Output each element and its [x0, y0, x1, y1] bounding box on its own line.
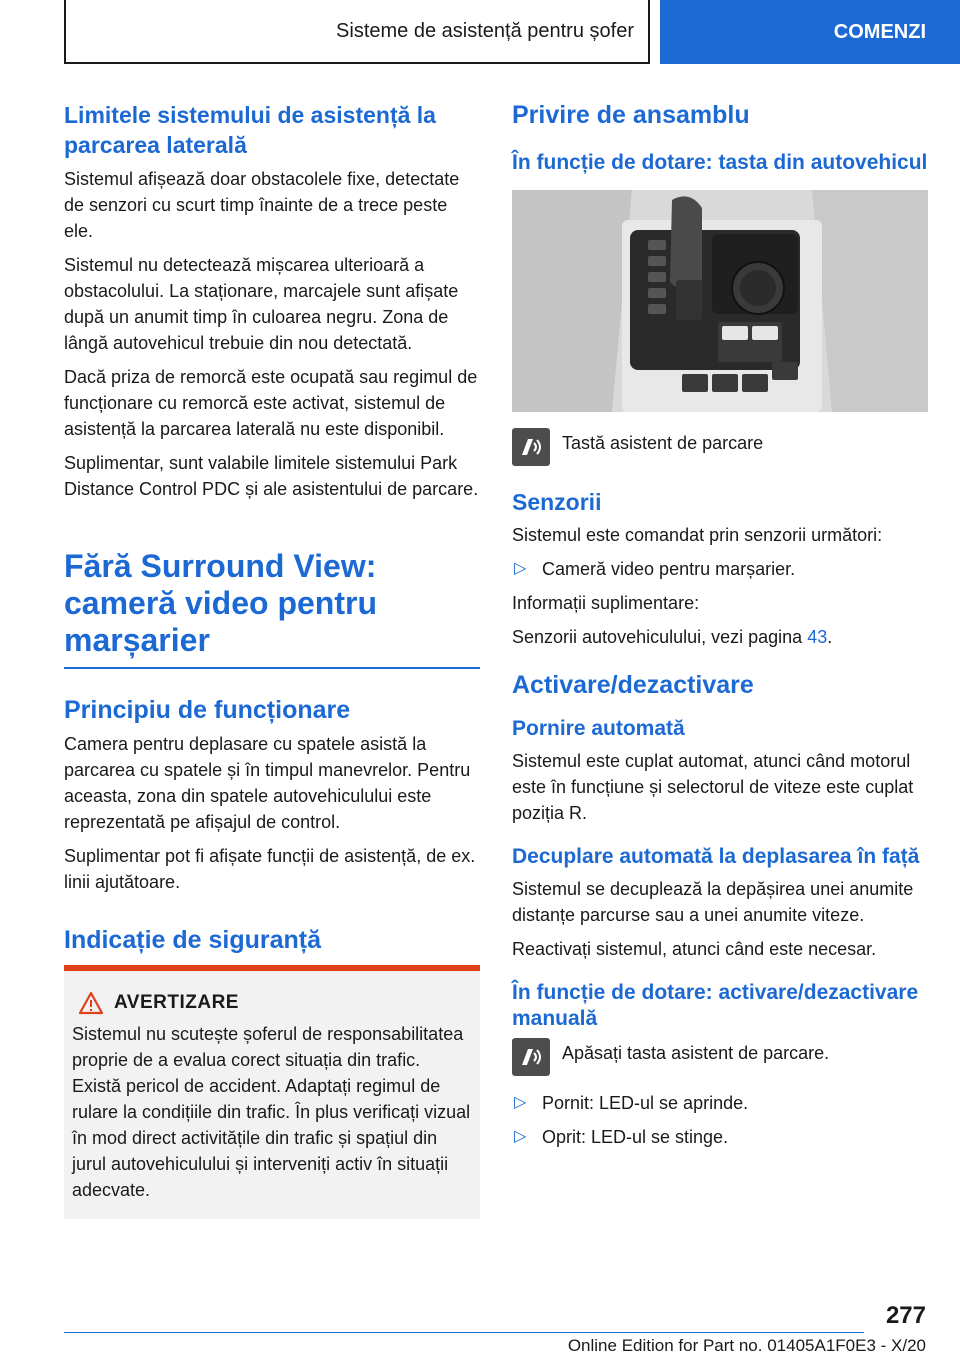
warning-triangle-icon — [78, 991, 104, 1015]
sensors-reference — [512, 624, 928, 650]
principle-heading: Principiu de funcționare — [64, 696, 351, 724]
manual-instruction: Apăsați tasta asistent de parcare. — [562, 1043, 830, 1063]
sensors-heading: Senzorii — [512, 489, 602, 515]
led-on-bullet — [512, 1090, 928, 1116]
header-section — [64, 0, 650, 64]
more-info-label: Informații suplimentare: — [512, 593, 700, 613]
sensors-bullet — [512, 556, 928, 582]
park-assist-icon — [512, 428, 550, 466]
sensors-reference-text: Senzorii autovehiculului, vezi pagina — [512, 627, 808, 647]
right-column — [512, 100, 928, 1158]
led-off-text: Oprit: LED-ul se stinge. — [542, 1127, 729, 1147]
header-section-label: Sisteme de asistență pentru șofer — [336, 19, 634, 42]
sensors-page-link[interactable]: 43 — [807, 627, 828, 647]
auto-off-heading: Decuplare automată la deplasarea în față — [512, 845, 920, 868]
limits-paragraph-4: Suplimentar, sunt valabile limitele sistemului Park Distance Control PDC și ale asistentului de parcare. — [64, 453, 479, 499]
header-tab-comenzi[interactable] — [660, 0, 960, 64]
warning-text: Sistemul nu scutește șoferul de responsabilitatea proprie de a evalua corect situația din trafic. Există pericol de accident. Adaptați regimul de rulare la condițiile din trafic. În plus verificați vizual în mod direct activitățile din trafic și spațiul din jurul autovehiculului și interveniți activ în situații adecvate. — [72, 1024, 471, 1200]
limits-paragraph-1: Sistemul afișează doar obstacolele fixe, detectate de senzori cu scurt timp înainte de a trece peste ele. — [64, 169, 460, 241]
led-on-text: Pornit: LED-ul se aprinde. — [542, 1093, 749, 1113]
principle-paragraph-1: Camera pentru deplasare cu spatele asistă la parcarea cu spatele și în timpul manevrelor. Pentru aceasta, zona din spatele autovehiculului este reprezentată pe afișajul de control. — [64, 734, 471, 832]
bullet-triangle-icon: ▷ — [514, 560, 527, 577]
footer-rule — [64, 1332, 864, 1333]
auto-off-paragraph-1: Sistemul se decuplează la depășirea unei anumite distanțe parcurse sau a unei anumite viteze. — [512, 879, 914, 925]
auto-on-heading: Pornire automată — [512, 717, 685, 740]
footer-edition: Online Edition for Part no. 01405A1F0E3 - X/20 — [567, 1336, 926, 1355]
bullet-triangle-icon: ▷ — [514, 1094, 527, 1111]
auto-off-paragraph-2: Reactivați sistemul, atunci când este necesar. — [512, 939, 877, 959]
page-number: 277 — [885, 1302, 926, 1329]
park-button-label: Tastă asistent de parcare — [562, 433, 764, 453]
left-column — [64, 100, 480, 1219]
limits-heading: Limitele sistemului de asistență la parcarea laterală — [64, 102, 436, 158]
sensors-paragraph: Sistemul este comandat prin senzorii următori: — [512, 525, 883, 545]
park-assist-icon — [512, 1038, 550, 1076]
sensors-bullet-text: Cameră video pentru marșarier. — [542, 559, 796, 579]
activation-heading: Activare/dezactivare — [512, 671, 754, 699]
led-off-bullet — [512, 1124, 928, 1150]
manual-heading: În funcție de dotare: activare/dezactivare manuală — [512, 981, 919, 1030]
limits-paragraph-3: Dacă priza de remorcă este ocupată sau regimul de funcționare cu remorcă este activat, sistemul de asistență la parcarea laterală nu este disponibil. — [64, 367, 478, 439]
warning-box — [64, 965, 480, 1219]
header-tab-label: COMENZI — [833, 20, 926, 43]
auto-on-paragraph: Sistemul este cuplat automat, atunci când motorul este în funcțiune și selectorul de viteze este cuplat poziția R. — [512, 751, 914, 823]
park-button-row — [512, 428, 928, 466]
limits-paragraph-2: Sistemul nu detectează mișcarea ulterioară a obstacolului. La staționare, marcajele sunt afișate după un anumit timp în culoarea negru. Zona de lângă autovehicul trebuie din nou detectată. — [64, 255, 459, 353]
manual-button-row — [512, 1038, 928, 1076]
center-console-photo — [512, 190, 928, 412]
chapter-title-rule — [64, 667, 480, 669]
sensors-reference-end: . — [827, 627, 833, 647]
overview-heading: Privire de ansamblu — [512, 101, 750, 129]
principle-paragraph-2: Suplimentar pot fi afișate funcții de asistență, de ex. linii ajutătoare. — [64, 846, 476, 892]
chapter-title: Fără Surround View: cameră video pentru marșarier — [64, 548, 377, 658]
warning-label: AVERTIZARE — [114, 992, 239, 1013]
bullet-triangle-icon: ▷ — [514, 1128, 527, 1145]
safety-heading: Indicație de siguranță — [64, 926, 322, 954]
button-heading: În funcție de dotare: tasta din autovehicul — [512, 151, 928, 174]
